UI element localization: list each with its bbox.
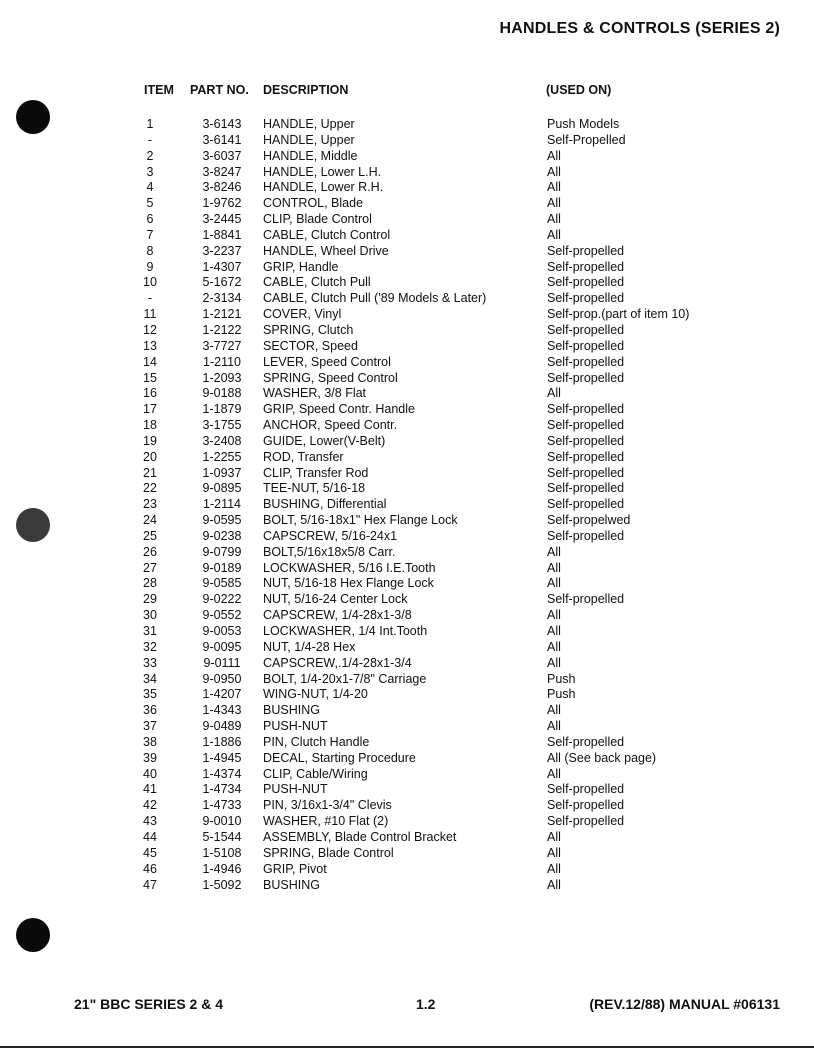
used-on: Self-propelled xyxy=(547,370,625,385)
part-description: ASSEMBLY, Blade Control Bracket xyxy=(263,829,457,844)
table-row xyxy=(0,735,814,751)
part-description: LOCKWASHER, 1/4 Int.Tooth xyxy=(263,624,428,638)
item-number: 32 xyxy=(143,639,157,654)
table-row xyxy=(0,180,814,196)
used-on: All xyxy=(547,544,561,559)
part-number: 9-0095 xyxy=(202,639,242,654)
used-on: Self-propelled xyxy=(547,592,625,607)
used-on: All xyxy=(547,639,561,654)
table-row xyxy=(0,196,814,212)
part-number: 3-6141 xyxy=(202,132,242,147)
item-number: 24 xyxy=(143,513,157,528)
table-row xyxy=(0,798,814,814)
used-on: All xyxy=(547,861,561,876)
item-number: 20 xyxy=(143,449,157,464)
part-description: BOLT, 1/4-20x1-7/8" Carriage xyxy=(263,671,427,686)
table-row xyxy=(0,608,814,624)
table-row xyxy=(0,878,814,894)
item-number: 8 xyxy=(146,243,154,258)
table-row xyxy=(0,291,814,307)
part-number: 1-4374 xyxy=(202,766,242,781)
table-row xyxy=(0,592,814,608)
used-on: Self-prop.(part of item 10) xyxy=(547,307,690,322)
part-description: PUSH-NUT xyxy=(263,719,328,734)
page-title: HANDLES & CONTROLS (SERIES 2) xyxy=(499,20,780,37)
used-on: Push Models xyxy=(547,117,620,131)
part-number: 1-2093 xyxy=(202,370,242,385)
footer-model: 21" BBC SERIES 2 & 4 xyxy=(74,996,224,1012)
item-number: 2 xyxy=(146,148,154,163)
used-on: Self-propelled xyxy=(547,338,625,353)
item-number: 41 xyxy=(143,782,157,797)
used-on: Self-propelled xyxy=(547,497,625,512)
table-row xyxy=(0,862,814,878)
part-number: 1-4343 xyxy=(202,703,242,718)
table-row xyxy=(0,624,814,640)
part-number: 1-2121 xyxy=(202,307,242,322)
item-number: 27 xyxy=(143,560,157,575)
item-number: 23 xyxy=(143,497,157,512)
item-number: 5 xyxy=(146,196,154,211)
part-description: CABLE, Clutch Pull ('89 Models & Later) xyxy=(263,291,487,306)
part-number: 9-0188 xyxy=(202,386,242,401)
column-header-item: ITEM xyxy=(144,83,174,97)
table-row xyxy=(0,165,814,181)
used-on: All xyxy=(547,227,561,242)
item-number: 11 xyxy=(143,307,157,322)
part-description: HANDLE, Middle xyxy=(263,148,358,163)
part-number: 9-0238 xyxy=(202,528,242,543)
part-description: HANDLE, Lower L.H. xyxy=(263,164,382,179)
part-number: 9-0489 xyxy=(202,719,242,734)
used-on: All xyxy=(547,386,561,401)
part-description: NUT, 5/16-24 Center Lock xyxy=(263,592,408,607)
table-row xyxy=(0,228,814,244)
used-on: Push xyxy=(547,687,576,702)
table-row xyxy=(0,782,814,798)
item-number: 28 xyxy=(143,576,157,591)
used-on: Self-propelled xyxy=(547,259,625,274)
part-number: 9-0010 xyxy=(202,814,242,829)
item-number: 42 xyxy=(143,798,157,813)
table-row xyxy=(0,323,814,339)
item-number: 38 xyxy=(143,734,157,749)
column-header-part-no: PART NO. xyxy=(190,83,249,97)
part-description: WASHER, 3/8 Flat xyxy=(263,386,367,401)
part-description: HANDLE, Upper xyxy=(263,117,355,131)
table-row xyxy=(0,561,814,577)
item-number: 34 xyxy=(143,671,157,686)
part-number: 1-4307 xyxy=(202,259,242,274)
part-description: BOLT,5/16x18x5/8 Carr. xyxy=(263,544,396,559)
column-header-description: DESCRIPTION xyxy=(263,83,349,97)
part-description: GRIP, Handle xyxy=(263,259,339,274)
item-number: 22 xyxy=(143,481,157,496)
item-number: 6 xyxy=(146,212,154,227)
part-description: CAPSCREW, 1/4-28x1-3/8 xyxy=(263,608,412,623)
part-description: LOCKWASHER, 5/16 I.E.Tooth xyxy=(263,560,436,575)
part-number: 2-3134 xyxy=(202,291,242,306)
part-number: 9-0950 xyxy=(202,671,242,686)
table-row xyxy=(0,545,814,561)
part-description: COVER, Vinyl xyxy=(263,307,342,322)
used-on: All xyxy=(547,164,561,179)
part-description: WING-NUT, 1/4-20 xyxy=(263,687,368,702)
part-description: HANDLE, Wheel Drive xyxy=(263,243,389,258)
used-on: All xyxy=(547,719,561,734)
used-on: Self-propelled xyxy=(547,528,625,543)
part-description: WASHER, #10 Flat (2) xyxy=(263,814,389,829)
used-on: All xyxy=(547,703,561,718)
part-number: 3-2237 xyxy=(202,243,242,258)
item-number: 15 xyxy=(143,370,157,385)
part-description: BUSHING xyxy=(263,703,320,718)
table-row xyxy=(0,529,814,545)
part-description: NUT, 1/4-28 Hex xyxy=(263,639,356,654)
part-number: 1-1886 xyxy=(202,734,242,749)
table-row xyxy=(0,767,814,783)
parts-table xyxy=(0,117,814,893)
part-description: LEVER, Speed Control xyxy=(263,354,391,369)
part-number: 1-2110 xyxy=(203,354,241,369)
part-number: 3-8247 xyxy=(202,164,242,179)
table-row xyxy=(0,466,814,482)
table-row xyxy=(0,576,814,592)
used-on: All xyxy=(547,845,561,860)
part-number: 1-9762 xyxy=(202,196,242,211)
used-on: Self-propelled xyxy=(547,734,625,749)
item-number: 12 xyxy=(143,322,157,337)
item-number: 37 xyxy=(143,719,157,734)
used-on: All xyxy=(547,180,561,195)
part-description: SPRING, Clutch xyxy=(263,322,354,337)
part-description: BOLT, 5/16-18x1" Hex Flange Lock xyxy=(263,513,458,528)
used-on: All xyxy=(547,877,561,892)
table-row xyxy=(0,275,814,291)
part-number: 1-5108 xyxy=(202,845,242,860)
item-number: 16 xyxy=(143,386,157,401)
table-row xyxy=(0,640,814,656)
used-on: All xyxy=(547,576,561,591)
table-row xyxy=(0,672,814,688)
table-row xyxy=(0,386,814,402)
item-number: - xyxy=(147,291,153,306)
table-row xyxy=(0,355,814,371)
part-description: SPRING, Blade Control xyxy=(263,845,394,860)
part-number: 1-8841 xyxy=(202,227,242,242)
item-number: 13 xyxy=(143,338,157,353)
used-on: All xyxy=(547,766,561,781)
page-number: 1.2 xyxy=(416,996,436,1012)
part-description: TEE-NUT, 5/16-18 xyxy=(263,481,366,496)
used-on: Self-propelled xyxy=(547,798,625,813)
used-on: All xyxy=(547,655,561,670)
item-number: 25 xyxy=(143,528,157,543)
part-description: BUSHING xyxy=(263,877,320,892)
item-number: 47 xyxy=(143,877,157,892)
item-number: 4 xyxy=(146,180,154,195)
part-number: 9-0585 xyxy=(202,576,242,591)
table-row xyxy=(0,719,814,735)
part-description: CONTROL, Blade xyxy=(263,196,364,211)
table-row xyxy=(0,402,814,418)
column-header-used-on: (USED ON) xyxy=(546,83,612,97)
part-number: 1-2122 xyxy=(202,322,242,337)
item-number: 21 xyxy=(143,465,157,480)
table-row xyxy=(0,307,814,323)
used-on: Self-Propelled xyxy=(547,132,626,147)
part-number: 1-4945 xyxy=(202,750,242,765)
part-description: SPRING, Speed Control xyxy=(263,370,398,385)
table-row xyxy=(0,846,814,862)
table-row xyxy=(0,450,814,466)
item-number: 3 xyxy=(146,164,154,179)
part-description: PIN, Clutch Handle xyxy=(263,734,370,749)
part-description: GRIP, Pivot xyxy=(263,861,327,876)
part-number: 9-0895 xyxy=(202,481,242,496)
used-on: Self-propelled xyxy=(547,433,625,448)
item-number: 17 xyxy=(143,402,157,417)
used-on: Self-propelled xyxy=(547,354,625,369)
part-number: 1-2114 xyxy=(203,497,241,512)
part-number: 1-0937 xyxy=(202,465,242,480)
used-on: Push xyxy=(547,671,576,686)
part-number: 3-6143 xyxy=(202,117,242,131)
item-number: 26 xyxy=(143,544,157,559)
footer-manual-number: (REV.12/88) MANUAL #06131 xyxy=(589,996,780,1012)
part-description: HANDLE, Lower R.H. xyxy=(263,180,384,195)
item-number: 19 xyxy=(143,433,157,448)
part-number: 5-1672 xyxy=(202,275,242,290)
item-number: 45 xyxy=(143,845,157,860)
used-on: Self-propelled xyxy=(547,814,625,829)
item-number: 14 xyxy=(143,354,157,369)
part-description: CABLE, Clutch Control xyxy=(263,227,391,242)
part-description: GRIP, Speed Contr. Handle xyxy=(263,402,415,417)
used-on: Self-propelled xyxy=(547,275,625,290)
item-number: 29 xyxy=(143,592,157,607)
table-row xyxy=(0,434,814,450)
part-description: PIN, 3/16x1-3/4" Clevis xyxy=(263,798,392,813)
part-number: 9-0111 xyxy=(203,655,241,670)
table-row xyxy=(0,260,814,276)
table-row xyxy=(0,656,814,672)
item-number: 18 xyxy=(143,418,157,433)
part-number: 5-1544 xyxy=(202,829,242,844)
used-on: Self-propelled xyxy=(547,243,625,258)
item-number: 31 xyxy=(143,624,157,638)
table-row xyxy=(0,212,814,228)
part-description: ANCHOR, Speed Contr. xyxy=(263,418,398,433)
used-on: Self-propelled xyxy=(547,402,625,417)
table-row xyxy=(0,371,814,387)
part-number: 9-0595 xyxy=(202,513,242,528)
item-number: 10 xyxy=(143,275,157,290)
part-number: 3-2408 xyxy=(202,433,242,448)
used-on: All xyxy=(547,608,561,623)
part-number: 3-8246 xyxy=(202,180,242,195)
used-on: Self-propelwed xyxy=(547,513,631,528)
used-on: Self-propelled xyxy=(547,465,625,480)
part-number: 1-1879 xyxy=(202,402,242,417)
item-number: 33 xyxy=(143,655,157,670)
part-description: CAPSCREW, 5/16-24x1 xyxy=(263,528,398,543)
used-on: All xyxy=(547,148,561,163)
part-number: 1-4946 xyxy=(202,861,242,876)
item-number: 9 xyxy=(146,259,154,274)
part-description: HANDLE, Upper xyxy=(263,132,355,147)
table-row xyxy=(0,149,814,165)
item-number: 30 xyxy=(143,608,157,623)
part-description: PUSH-NUT xyxy=(263,782,328,797)
part-number: 1-4207 xyxy=(202,687,242,702)
table-row xyxy=(0,133,814,149)
used-on: All xyxy=(547,624,561,638)
used-on: All (See back page) xyxy=(547,750,657,765)
part-number: 1-2255 xyxy=(202,449,242,464)
part-number: 1-5092 xyxy=(202,877,242,892)
item-number: 36 xyxy=(143,703,157,718)
table-row xyxy=(0,418,814,434)
part-description: CLIP, Cable/Wiring xyxy=(263,766,368,781)
used-on: All xyxy=(547,212,561,227)
table-row xyxy=(0,339,814,355)
part-number: 9-0799 xyxy=(202,544,242,559)
item-number: 46 xyxy=(143,861,157,876)
part-number: 3-2445 xyxy=(202,212,242,227)
part-number: 1-4733 xyxy=(202,798,242,813)
part-description: CAPSCREW,.1/4-28x1-3/4 xyxy=(263,655,412,670)
table-row xyxy=(0,481,814,497)
item-number: 44 xyxy=(143,829,157,844)
bottom-divider xyxy=(0,1046,814,1048)
part-description: SECTOR, Speed xyxy=(263,338,358,353)
used-on: All xyxy=(547,560,561,575)
table-row xyxy=(0,513,814,529)
used-on: Self-propelled xyxy=(547,449,625,464)
used-on: All xyxy=(547,196,561,211)
part-description: BUSHING, Differential xyxy=(263,497,387,512)
used-on: All xyxy=(547,829,561,844)
binder-hole xyxy=(16,918,50,952)
table-row xyxy=(0,244,814,260)
part-description: CLIP, Blade Control xyxy=(263,212,372,227)
part-number: 1-4734 xyxy=(202,782,242,797)
part-description: NUT, 5/16-18 Hex Flange Lock xyxy=(263,576,434,591)
part-number: 9-0222 xyxy=(202,592,242,607)
table-row xyxy=(0,814,814,830)
used-on: Self-propelled xyxy=(547,291,625,306)
part-number: 3-6037 xyxy=(202,148,242,163)
table-row xyxy=(0,751,814,767)
item-number: 39 xyxy=(143,750,157,765)
item-number: 1 xyxy=(146,117,154,131)
item-number: 43 xyxy=(143,814,157,829)
part-description: CABLE, Clutch Pull xyxy=(263,275,371,290)
used-on: Self-propelled xyxy=(547,481,625,496)
table-row xyxy=(0,830,814,846)
part-number: 3-1755 xyxy=(202,418,242,433)
item-number: 7 xyxy=(146,227,154,242)
item-number: - xyxy=(147,132,153,147)
part-description: CLIP, Transfer Rod xyxy=(263,465,369,480)
part-number: 9-0552 xyxy=(202,608,242,623)
table-row xyxy=(0,703,814,719)
table-row xyxy=(0,687,814,703)
part-description: DECAL, Starting Procedure xyxy=(263,750,416,765)
item-number: 35 xyxy=(143,687,157,702)
item-number: 40 xyxy=(143,766,157,781)
table-row xyxy=(0,497,814,513)
part-number: 9-0189 xyxy=(202,560,242,575)
used-on: Self-propelled xyxy=(547,322,625,337)
part-description: GUIDE, Lower(V-Belt) xyxy=(263,433,386,448)
table-row xyxy=(0,117,814,133)
part-number: 9-0053 xyxy=(202,624,242,638)
used-on: Self-propelled xyxy=(547,782,625,797)
used-on: Self-propelled xyxy=(547,418,625,433)
part-description: ROD, Transfer xyxy=(263,449,344,464)
part-number: 3-7727 xyxy=(202,338,242,353)
